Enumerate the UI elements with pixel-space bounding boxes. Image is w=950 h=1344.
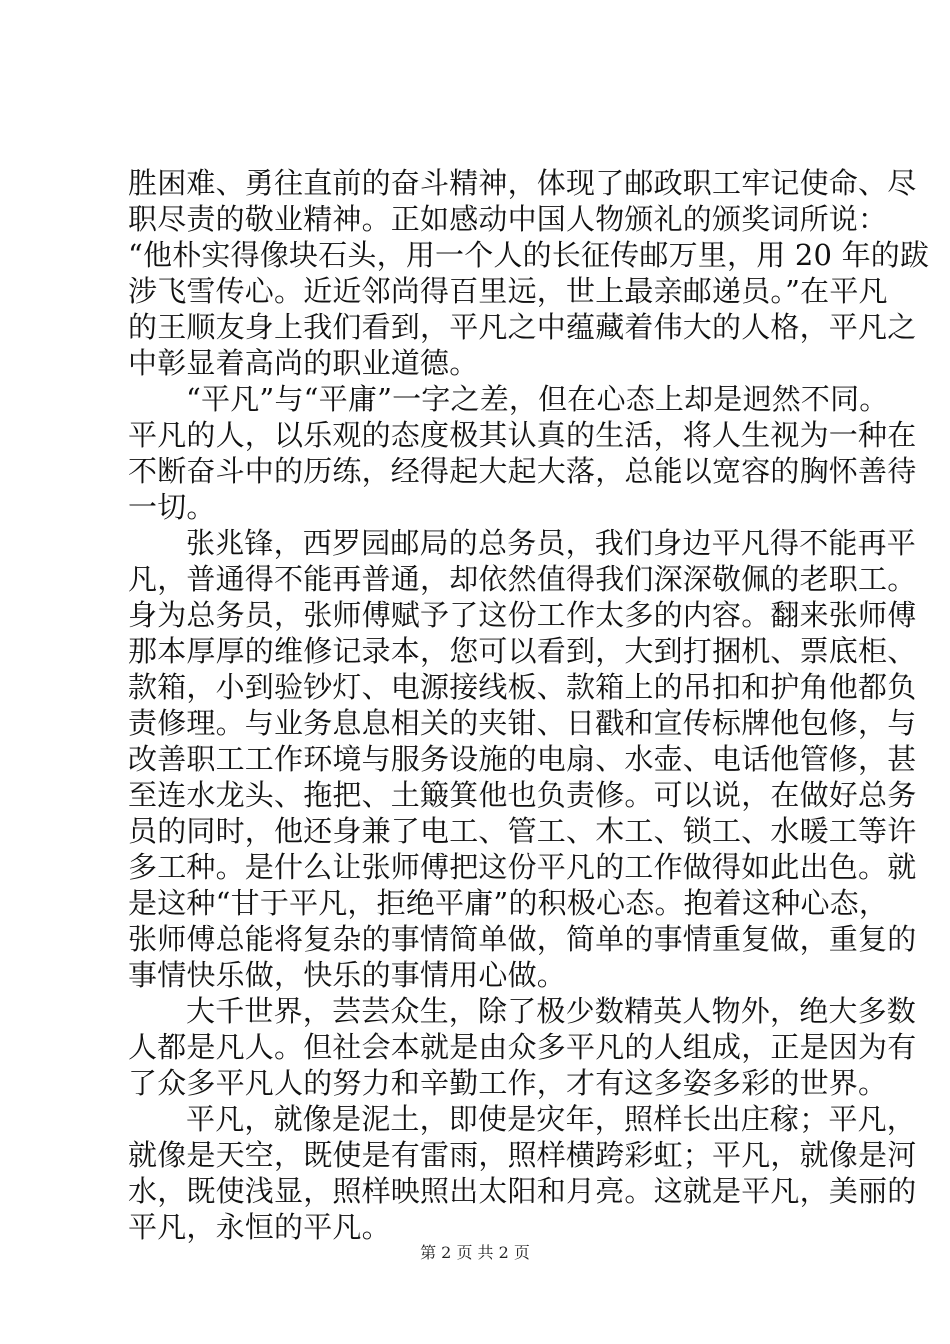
text-line: 的王顺友身上我们看到，平凡之中蕴藏着伟大的人格，平凡之 — [128, 310, 917, 344]
text-line: 胜困难、勇往直前的奋斗精神，体现了邮政职工牢记使命、尽 — [128, 166, 917, 200]
text-line: 员的同时，他还身兼了电工、管工、木工、锁工、水暖工等许 — [128, 814, 917, 848]
text-line: “他朴实得像块石头，用一个人的长征传邮万里，用 20 年的跋 — [128, 238, 930, 272]
text-line: 中彰显着高尚的职业道德。 — [128, 346, 479, 380]
paragraph-first-line: 平凡，就像是泥土，即使是灾年，照样长出庄稼；平凡， — [186, 1102, 917, 1136]
text-line: 一切。 — [128, 490, 216, 524]
text-line: 多工种。是什么让张师傅把这份平凡的工作做得如此出色。就 — [128, 850, 917, 884]
text-line: 平凡的人，以乐观的态度极其认真的生活，将人生视为一种在 — [128, 418, 917, 452]
paragraph-first-line: “平凡”与“平庸”一字之差，但在心态上却是迥然不同。 — [186, 382, 889, 416]
paragraph-first-line: 张兆锋，西罗园邮局的总务员，我们身边平凡得不能再平 — [186, 526, 917, 560]
text-line: 那本厚厚的维修记录本，您可以看到，大到打捆机、票底柜、 — [128, 634, 917, 668]
text-line: 就像是天空，既使是有雷雨，照样横跨彩虹；平凡，就像是河 — [128, 1138, 917, 1172]
text-line: 涉飞雪传心。近近邻尚得百里远，世上最亲邮递员。”在平凡 — [128, 274, 888, 308]
text-line: 事情快乐做，快乐的事情用心做。 — [128, 958, 567, 992]
text-line: 不断奋斗中的历练，经得起大起大落，总能以宽容的胸怀善待 — [128, 454, 917, 488]
paragraph-first-line: 大千世界，芸芸众生，除了极少数精英人物外，绝大多数 — [186, 994, 917, 1028]
text-line: 人都是凡人。但社会本就是由众多平凡的人组成，正是因为有 — [128, 1030, 917, 1064]
text-line: 张师傅总能将复杂的事情简单做，简单的事情重复做，重复的 — [128, 922, 917, 956]
text-line: 职尽责的敬业精神。正如感动中国人物颁礼的颁奖词所说： — [128, 202, 888, 236]
text-line: 水，既使浅显，照样映照出太阳和月亮。这就是平凡，美丽的 — [128, 1174, 917, 1208]
text-line: 是这种“甘于平凡，拒绝平庸”的积极心态。抱着这种心态， — [128, 886, 889, 920]
text-line: 责修理。与业务息息相关的夹钳、日戳和宣传标牌他包修，与 — [128, 706, 917, 740]
text-line: 至连水龙头、拖把、土簸箕他也负责修。可以说，在做好总务 — [128, 778, 917, 812]
text-line: 凡，普通得不能再普通，却依然值得我们深深敬佩的老职工。 — [128, 562, 917, 596]
text-line: 款箱，小到验钞灯、电源接线板、款箱上的吊扣和护角他都负 — [128, 670, 917, 704]
text-line: 了众多平凡人的努力和辛勤工作，才有这多姿多彩的世界。 — [128, 1066, 888, 1100]
page-number-footer: 第 2 页 共 2 页 — [420, 1243, 530, 1262]
text-line: 平凡，永恒的平凡。 — [128, 1210, 391, 1244]
text-line: 改善职工工作环境与服务设施的电扇、水壶、电话他管修，甚 — [128, 742, 917, 776]
text-line: 身为总务员，张师傅赋予了这份工作太多的内容。翻来张师傅 — [128, 598, 917, 632]
